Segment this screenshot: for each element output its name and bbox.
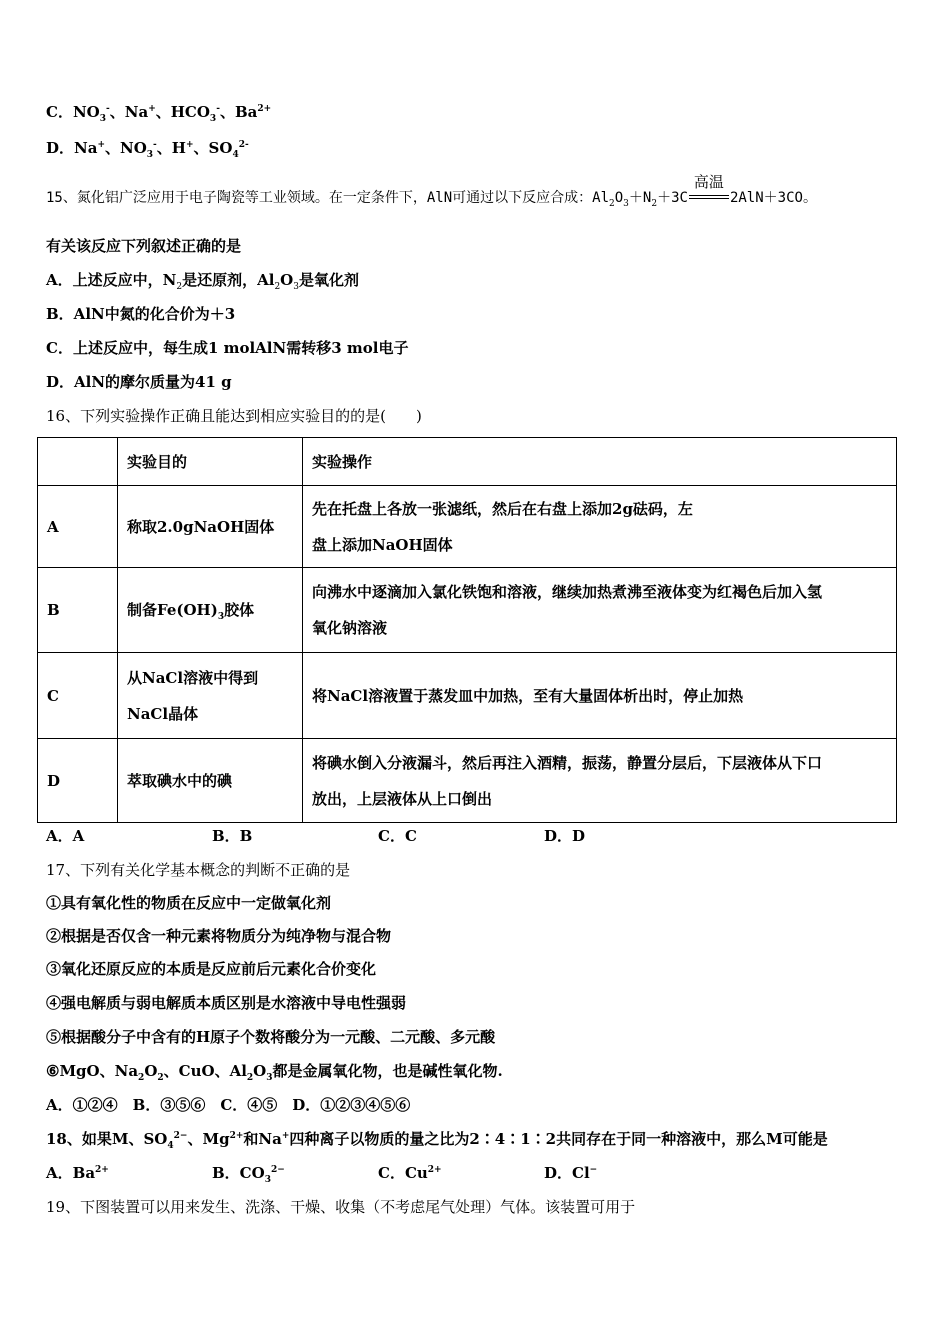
q19-stem: 19、下图装置可以用来发生、洗涤、干燥、收集（不考虑尾气处理）气体。该装置可用于 bbox=[46, 1198, 636, 1216]
table-row-d bbox=[38, 739, 897, 823]
experiment-table bbox=[37, 437, 897, 823]
table-row-a bbox=[38, 486, 897, 568]
q17-item-3: ③氧化还原反应的本质是反应前后元素化合价变化 bbox=[46, 960, 377, 978]
header-cell-purpose: 实验目的 bbox=[118, 438, 303, 486]
q17-stem: 17、下列有关化学基本概念的判断不正确的是 bbox=[46, 861, 351, 879]
row-key: C bbox=[38, 653, 118, 739]
row-operation: 向沸水中逐滴加入氯化铁饱和溶液，继续加热煮沸至液体变为红褐色后加入氢 氧化钠溶液 bbox=[303, 568, 897, 653]
q16-option-b: B．B bbox=[212, 827, 253, 845]
q17-options: A．①②④ B．③⑤⑥ C．④⑤ D．①②③④⑤⑥ bbox=[46, 1096, 411, 1114]
table-row-c bbox=[38, 653, 897, 739]
q17-item-2: ②根据是否仅含一种元素将物质分为纯净物与混合物 bbox=[46, 927, 392, 945]
q18-option-a: A．$Ba^{2+}$ bbox=[46, 1164, 109, 1182]
q15-stem: 有关该反应下列叙述正确的是 bbox=[46, 237, 242, 255]
q16-option-c: C．C bbox=[378, 827, 417, 845]
q17-item-5: ⑤根据酸分子中含有的H原子个数将酸分为一元酸、二元酸、多元酸 bbox=[46, 1028, 496, 1046]
q15-option-c: C．上述反应中，每生成1 molAlN需转移3 mol电子 bbox=[46, 339, 409, 357]
q18-options bbox=[46, 1163, 597, 1183]
row-purpose: 萃取碘水中的碘 bbox=[118, 739, 303, 823]
row-operation: 将NaCl溶液置于蒸发皿中加热，至有大量固体析出时，停止加热 bbox=[303, 653, 897, 739]
q17-item-4: ④强电解质与弱电解质本质区别是水溶液中导电性强弱 bbox=[46, 994, 407, 1012]
row-purpose: 称取2.0gNaOH固体 bbox=[118, 486, 303, 568]
row-purpose: 从NaCl溶液中得到 NaCl晶体 bbox=[118, 653, 303, 739]
q14-option-d: D．Na+、$NO_3^-$、H+、$SO_4^{2-}$ bbox=[46, 139, 249, 160]
row-operation: 先在托盘上各放一张滤纸，然后在右盘上添加2g砝码，左 盘上添加NaOH固体 bbox=[303, 486, 897, 568]
q15-stem-intro: 15、氮化铝广泛应用于电子陶瓷等工业领域。在一定条件下，AlN可通过以下反应合成：$Al_2O_3+N_2+3C$ 高温 2AlN＋3CO。 bbox=[46, 173, 817, 209]
q18-option-b: B．$CO_3^{2-}$ bbox=[212, 1164, 285, 1185]
q18-option-c: C．$Cu^{2+}$ bbox=[378, 1164, 442, 1182]
q18-stem: 18、如果M、$SO_4^{2-}$、$Mg^{2+}$和Na+四种离子以物质的量之比为2∶4∶1∶2共同存在于同一种溶液中，那么M可能是 bbox=[46, 1130, 828, 1151]
high-temp-arrow: 高温 bbox=[689, 191, 729, 205]
q16-option-a: A．A bbox=[46, 827, 85, 845]
table-row-b bbox=[38, 568, 897, 653]
q16-stem: 16、下列实验操作正确且能达到相应实验目的的是( ) bbox=[46, 407, 422, 425]
row-key: B bbox=[38, 568, 118, 653]
row-key: A bbox=[38, 486, 118, 568]
q14-option-c: C．$NO_3^-$、Na+、$HCO_3^-$、$Ba^{2+}$ bbox=[46, 103, 272, 124]
q16-options bbox=[46, 826, 585, 846]
q15-option-b: B．AlN中氮的化合价为＋3 bbox=[46, 305, 236, 323]
header-cell-empty bbox=[38, 438, 118, 486]
row-key: D bbox=[38, 739, 118, 823]
row-purpose: 制备$Fe(OH)_3$胶体 bbox=[118, 568, 303, 653]
row-operation: 将碘水倒入分液漏斗，然后再注入酒精，振荡，静置分层后，下层液体从下口 放出，上层液体从上口倒出 bbox=[303, 739, 897, 823]
header-cell-operation: 实验操作 bbox=[303, 438, 897, 486]
q18-option-d: D．Cl− bbox=[544, 1164, 598, 1182]
q17-item-1: ①具有氧化性的物质在反应中一定做氧化剂 bbox=[46, 894, 332, 912]
q17-item-6: ⑥MgO、$Na_2O_2$、CuO、$Al_2O_3$都是金属氧化物，也是碱性氧化物. bbox=[46, 1062, 503, 1083]
q16-option-d: D．D bbox=[544, 827, 586, 845]
q15-option-d: D．AlN的摩尔质量为41 g bbox=[46, 373, 232, 391]
q15-option-a: A．上述反应中，$N_2$是还原剂，$Al_2O_3$是氧化剂 bbox=[46, 271, 359, 292]
table-header-row bbox=[38, 438, 897, 486]
